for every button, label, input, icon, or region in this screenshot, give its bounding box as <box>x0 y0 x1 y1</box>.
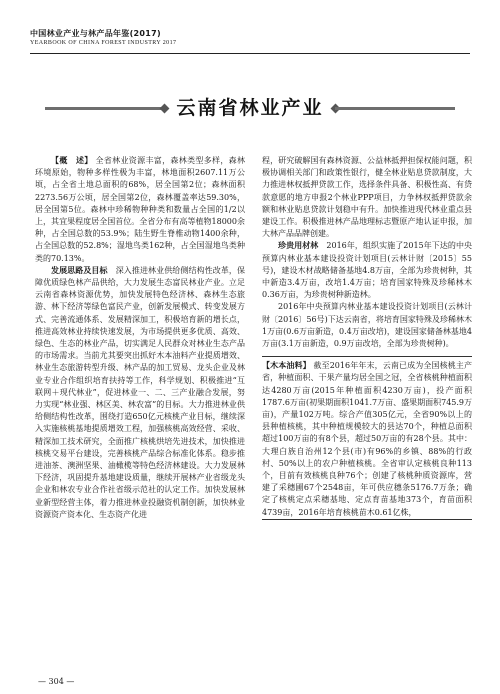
woody-oil-heading: 【木本油料】 <box>262 361 311 371</box>
investment-plan-paragraph: 2016年中央预算内林业基本建设投资计划项目(云林计财〔2016〕56号)下达云南省，将培育国家特殊及珍稀林木1万亩(0.6万亩新造，0.4万亩改培)，建设国家储备林基地4万亩(3.1万亩新造，0.9万亩改培，全部为珍贵树种)。 <box>262 302 472 349</box>
precious-timber-text: 2016年，组织实施了2015年下达的中央预算内林业基本建设投资计划项目(云林计财〔2015〕55号)，建设木材战略储备基地4.8万亩，全部为珍贵树种，其中新造3.4万亩，改培1.4万亩；培育国家特殊及珍稀林木0.36万亩，为珍贵树种新造林。 <box>262 241 473 300</box>
precious-timber-heading: 珍贵用材林 <box>278 241 319 251</box>
woody-oil-paragraph <box>262 360 472 519</box>
yearbook-header <box>30 29 470 48</box>
overview-text: 全省林业资源丰富，森林类型多样，森林环境原始，物种多样性极为丰富，林地面积2607.11万公顷，占全省土地总面积的68%，居全国第2位；森林面积2273.56万公顷，居全国第2位，森林覆盖率达59.30%，居全国第5位。森林中珍稀物种种类和数量占全国的1/2以上，其宜果程度居全国首位。全省分布有高等植物18000余种，占全国总数的53.9%；陆生野生脊椎动物1400余种，占全国总数的52.8%；湿地鸟类162种，占全国湿地鸟类种类的70.13%。 <box>35 156 246 263</box>
overview-heading: 【概 述】 <box>51 156 93 165</box>
overview-paragraph <box>35 155 245 265</box>
page-number: — 304 — <box>38 677 75 686</box>
woody-oil-section <box>262 356 472 520</box>
development-text: 深入推进林业供给侧结构性改革，保障优质绿色林产品供给，大力发展生态富民林业产业。立足云南省森林资源优势，加快发展特色经济林、森林生态旅游、林下经济等绿色富民产业，创新发展模式、转变发展方式、完善流通体系、发展精深加工，积极培育新的增长点，推进高效林业持续快速发展，为市场提供更多优质、高效、绿色、生态的林业产品，切实满足人民群众对林业生态产品的市场需求。当前尤其要突出抓好木本油料产业提质增效、林业生态旅游转型升级、林产品的加工贸易、龙头企业及林业专业合作组织培育扶持等工作，科学规划、积极推进“互联网＋现代林业”，促进林业一、二、三产业融合发展，努力实现“林业强、林区美、林农富”的目标。大力推进林业供给侧结构性改革，围绕打造650亿元核桃产业目标，继续深入实施核桃基地提质增效工程，加强核桃高效经营、采收、精深加工技术研究，全面推广核桃烘培先进技术，加快推进核桃交易平台建设，完善核桃产品综合标准化体系。稳步推进油茶、澳洲坚果、油橄榄等特色经济林建设。大力发展林下经济，巩固提升基地建设质量，继续开展林产业省级龙头企业和林农专业合作社省级示范社的认定工作。加快发展林业新型经营主体，着力推进林业投融资机制创新，加快林业资源资产资本化、生态资产化进 <box>35 265 246 519</box>
yearbook-title-cn: 中国林业产业与林产品年鉴(2017) <box>30 29 161 38</box>
page-title: 云南省林业产业 <box>176 97 324 119</box>
title-band <box>45 93 455 123</box>
right-column <box>262 155 472 522</box>
development-heading: 发展思路及目标 <box>51 265 108 275</box>
left-column <box>35 155 245 521</box>
continued-paragraph: 程，研究破解国有森林资源、公益林抵押担保权能问题，积极协调相关部门和政策性银行，健全林业贴息贷款制度，大力推进林权抵押贷款工作，选择条件具备、积极性高、有贷款意愿的地方申报2个林业PPP项目，力争林权抵押贷款余额和林业贴息贷款计划稳中有升。加快推进现代林业重点县建设工作。积极推进林产品地理标志暨原产地认证申报，加大林产品品牌创建。 <box>262 156 472 239</box>
yearbook-title-en: YEARBOOK OF CHINA FOREST INDUSTRY 2017 <box>30 40 177 46</box>
development-paragraph <box>35 265 245 521</box>
precious-timber-paragraph <box>262 240 472 301</box>
woody-oil-text: 截至2016年年末，云南已成为全国核桃主产省，种植面积、干果产量均居全国之冠，全省核桃种植面积达4280万亩(2015年种植面积4230万亩)，投产面积1787.6万亩(初果期面积1041.7万亩、盛果期面积745.9万亩)，产量102万吨。综合产值305亿元，全省90%以上的县种植核桃，其中种植规模较大的县达70个，种植总面积超过100万亩的有8个县，超过50万亩的有28个县。其中：大理白族自治州12个县(市)有96%的乡镇、88%的行政村、50%以上的农户种植核桃。全省审认定核桃良种113个，目前有效核桃良种76个；创建了核桃种质资源库，营建了采穗圃67个2548亩，年可供应穗条5176.7万条；确定了核桃定点采穗基地、定点育苗基地373个，育苗面积4739亩，2016年培育核桃苗木0.61亿株， <box>262 361 473 517</box>
header-rule <box>30 53 470 54</box>
